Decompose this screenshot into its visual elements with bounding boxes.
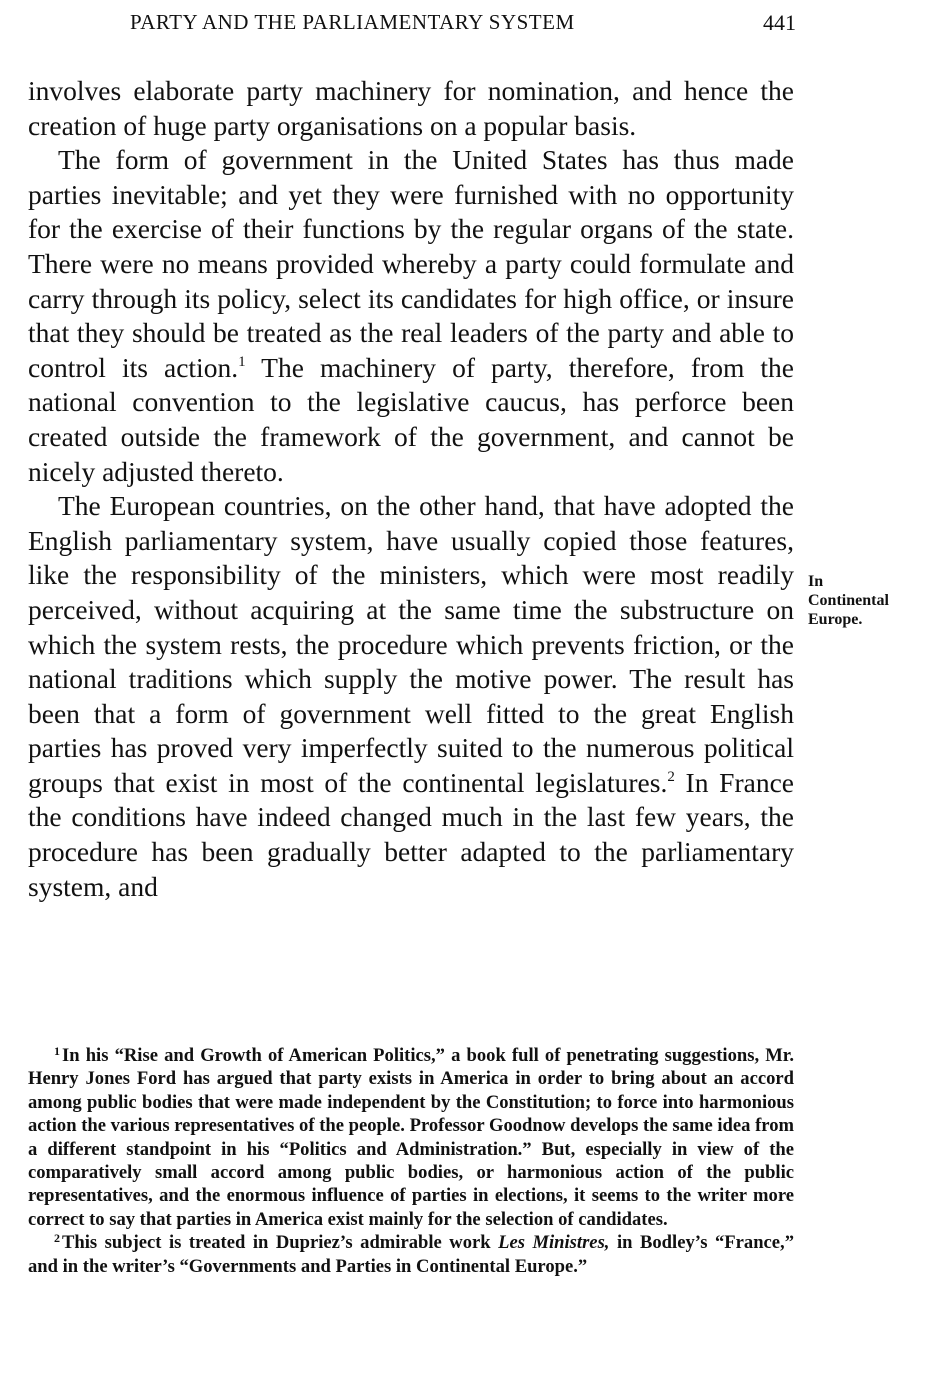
footnote-1: [28, 1044, 794, 1231]
margin-note-line-3: Europe.: [808, 611, 863, 628]
margin-note-line-1: In: [808, 573, 824, 590]
footnote-1-text: In his “Rise and Growth of American Politics,” a book full of penetrating suggestions, Mr. Henry Jones Ford has argued that party exists in America in order to bring about an accord among public bodies that were made independent by the Constitution; to force into harmonious action the various representatives of the people. Professor Goodnow develops the same idea from a different standpoint in his “Politics and Administration.” But, especially in view of the comparatively small accord among public bodies, or harmonious action of the public representatives, and the enormous influence of parties in elections, it seems to the writer more correct to say that parties in America exist mainly for the selection of candidates.: [28, 1045, 794, 1230]
paragraph-2-text-a: The form of government in the United States has thus made parties inevitable; and yet they were furnished with no opportunity for the exercise of their functions by the regular organs of the state. There were no means provided whereby a party could formulate and carry through its policy, select its candidates for high office, or insure that they should be treated as the real leaders of the party and able to control its action.: [28, 144, 794, 383]
paragraph-1: [28, 74, 794, 143]
paragraph-3-text-b: In France the conditions have indeed changed much in the last few years, the procedure has been gradually better adapted to the parliamentary system, and: [28, 766, 794, 902]
footnote-ref-1: 1: [238, 353, 246, 370]
paragraph-2: [28, 143, 794, 489]
page-number: 441: [763, 10, 796, 35]
margin-note-line-2: Continental: [808, 592, 889, 609]
footnote-2-book-title: Les Ministres,: [498, 1232, 610, 1254]
paragraph-3: [28, 489, 794, 904]
paragraph-3-text-a: The European countries, on the other hand, that have adopted the English parliamentary system, have usually copied those features, like the responsibility of the ministers, which were most readily perceived, without acquiring at the same time the substructure on which the system rests, the procedure which prevents friction, or the national traditions which supply the motive power. The result has been that a form of government well fitted to the great English parties has proved very imperfectly suited to the numerous political groups that exist in most of the continental legislatures.: [28, 490, 794, 798]
main-text: [28, 74, 794, 904]
footnote-2-mark: 2: [54, 1231, 60, 1246]
footnotes: [28, 1044, 794, 1278]
paragraph-1-text: involves elaborate party machinery for nomination, and hence the creation of huge party organisations on a popular basis.: [28, 75, 794, 141]
paragraph-2-text-b: The machinery of party, therefore, from the national convention to the legislative caucus, has perforce been created outside the framework of the government, and cannot be nicely adjusted thereto.: [28, 351, 794, 487]
margin-note: [808, 572, 938, 629]
footnote-ref-2: 2: [667, 768, 675, 785]
page-header: [130, 10, 796, 40]
running-title: PARTY AND THE PARLIAMENTARY SYSTEM: [130, 10, 575, 34]
footnote-1-mark: 1: [54, 1044, 60, 1058]
footnote-2-text-b: in Bodley’s “France,” and in the writer’s “Governments and Parties in Continental Europe.”: [28, 1232, 794, 1277]
footnote-2: [28, 1231, 794, 1278]
footnote-2-text-a: This subject is treated in Dupriez’s admirable work: [62, 1232, 499, 1254]
